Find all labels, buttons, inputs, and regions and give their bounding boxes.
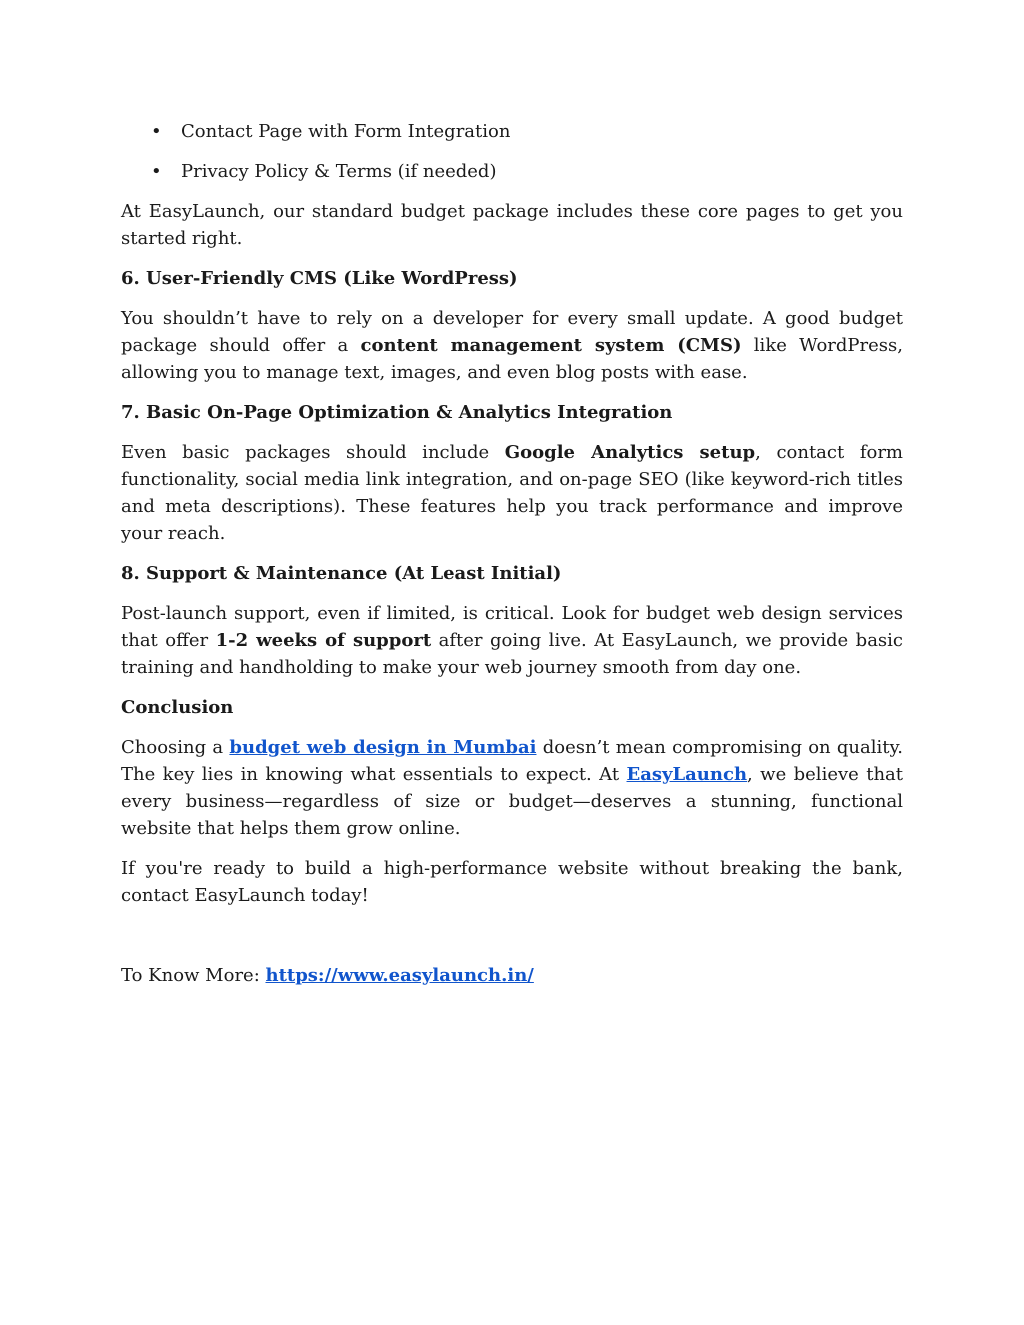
heading-support: 8. Support & Maintenance (At Least Initial) xyxy=(121,563,562,584)
heading-optimization: 7. Basic On-Page Optimization & Analytics Integration xyxy=(121,402,673,423)
spacer xyxy=(121,922,903,962)
heading-cms: 6. User-Friendly CMS (Like WordPress) xyxy=(121,268,518,289)
list-item: • Privacy Policy & Terms (if needed) xyxy=(121,158,903,185)
support-paragraph: Post-launch support, even if limited, is critical. Look for budget web design services that offer 1-2 weeks of support after going live. At EasyLaunch, we provide basic training and handholding to make your web journey smooth from day one. xyxy=(121,603,904,678)
pages-paragraph: At EasyLaunch, our standard budget package includes these core pages to get you started right. xyxy=(121,201,903,249)
know-more-line: To Know More: https://www.easylaunch.in/ xyxy=(121,965,534,986)
heading-conclusion: Conclusion xyxy=(121,697,234,718)
pages-list xyxy=(121,118,903,185)
bullet-icon: • xyxy=(151,121,162,142)
document-page xyxy=(121,118,903,1002)
optimization-paragraph: Even basic packages should include Google Analytics setup, contact form functionality, social media link integration, and on-page SEO (like keyword-rich titles and meta descriptions). These features help you track performance and improve your reach. xyxy=(121,442,903,544)
bullet-icon: • xyxy=(151,161,162,182)
conclusion-paragraph: Choosing a budget web design in Mumbai doesn’t mean compromising on quality. The key lies in knowing what essentials to expect. At EasyLaunch, we believe that every business—regardless of size or budget—deserves a stunning, functional website that helps them grow online. xyxy=(121,737,903,839)
cta-paragraph: If you're ready to build a high-performance website without breaking the bank, contact EasyLaunch today! xyxy=(121,858,903,906)
budget-web-design-link[interactable]: budget web design in Mumbai xyxy=(229,737,537,758)
easylaunch-link[interactable]: EasyLaunch xyxy=(626,764,748,785)
cms-paragraph: You shouldn’t have to rely on a developer for every small update. A good budget package should offer a content management system (CMS) like WordPress, allowing you to manage text, images, and even blog posts with ease. xyxy=(121,308,903,383)
website-link[interactable]: https://www.easylaunch.in/ xyxy=(265,965,534,986)
list-item: • Contact Page with Form Integration xyxy=(121,118,903,145)
